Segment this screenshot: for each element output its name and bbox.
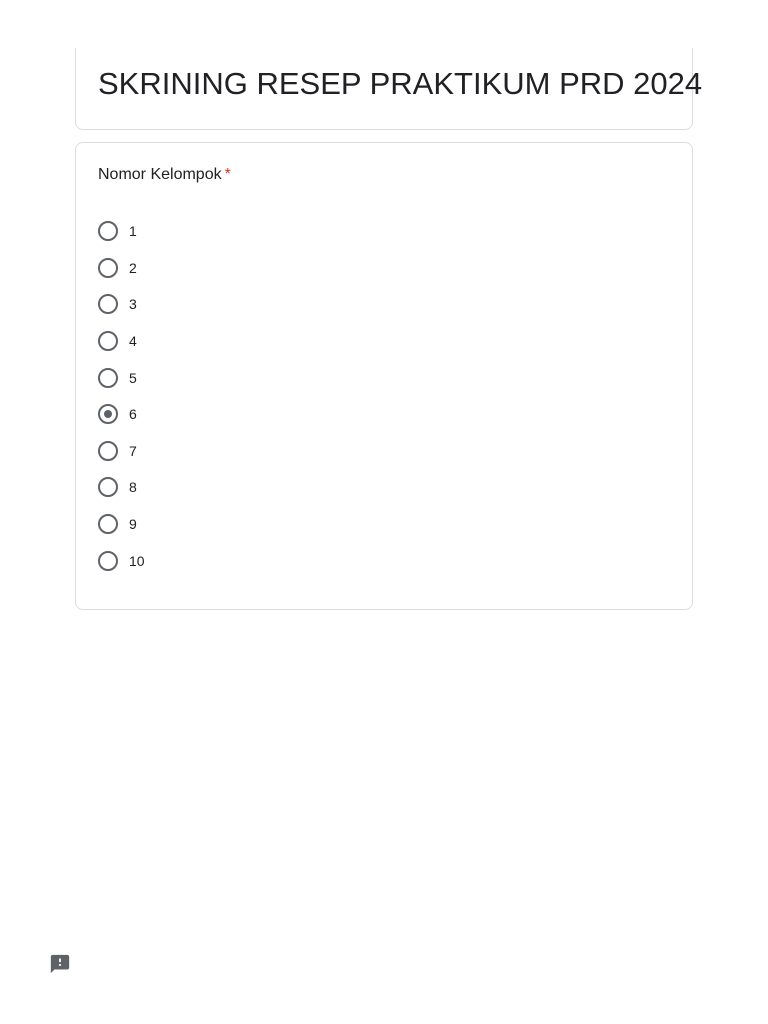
- radio-option-label: 9: [129, 516, 137, 533]
- question-title: [98, 164, 231, 186]
- radio-option-label: 2: [129, 259, 137, 276]
- radio-button[interactable]: [98, 331, 118, 351]
- radio-option-5[interactable]: [98, 359, 145, 396]
- radio-button[interactable]: [98, 477, 118, 497]
- radio-button[interactable]: [98, 221, 118, 241]
- radio-option-label: 1: [129, 223, 137, 240]
- radio-option-3[interactable]: [98, 286, 145, 323]
- radio-group: [98, 213, 145, 579]
- radio-option-label: 4: [129, 333, 137, 350]
- radio-option-label: 5: [129, 369, 137, 386]
- radio-option-2[interactable]: [98, 250, 145, 287]
- radio-button-checked[interactable]: [98, 404, 118, 424]
- radio-option-10[interactable]: [98, 542, 145, 579]
- feedback-icon: [49, 953, 71, 975]
- radio-option-label: 10: [129, 552, 145, 569]
- question-label: Nomor Kelompok: [98, 166, 222, 183]
- radio-option-8[interactable]: [98, 469, 145, 506]
- form-title: SKRINING RESEP PRAKTIKUM PRD 2024: [98, 66, 703, 101]
- radio-button[interactable]: [98, 514, 118, 534]
- radio-option-7[interactable]: [98, 433, 145, 470]
- radio-option-1[interactable]: [98, 213, 145, 250]
- radio-button[interactable]: [98, 294, 118, 314]
- radio-button[interactable]: [98, 368, 118, 388]
- radio-button[interactable]: [98, 551, 118, 571]
- feedback-button[interactable]: [49, 953, 71, 975]
- radio-option-label: 8: [129, 479, 137, 496]
- radio-option-4[interactable]: [98, 323, 145, 360]
- radio-option-label: 3: [129, 296, 137, 313]
- radio-button[interactable]: [98, 258, 118, 278]
- radio-option-9[interactable]: [98, 506, 145, 543]
- radio-option-label: 6: [129, 406, 137, 423]
- required-asterisk: *: [224, 166, 231, 183]
- radio-button[interactable]: [98, 441, 118, 461]
- radio-option-label: 7: [129, 442, 137, 459]
- form-header-card: [75, 48, 703, 130]
- question-card: [75, 142, 693, 610]
- radio-option-6[interactable]: [98, 396, 145, 433]
